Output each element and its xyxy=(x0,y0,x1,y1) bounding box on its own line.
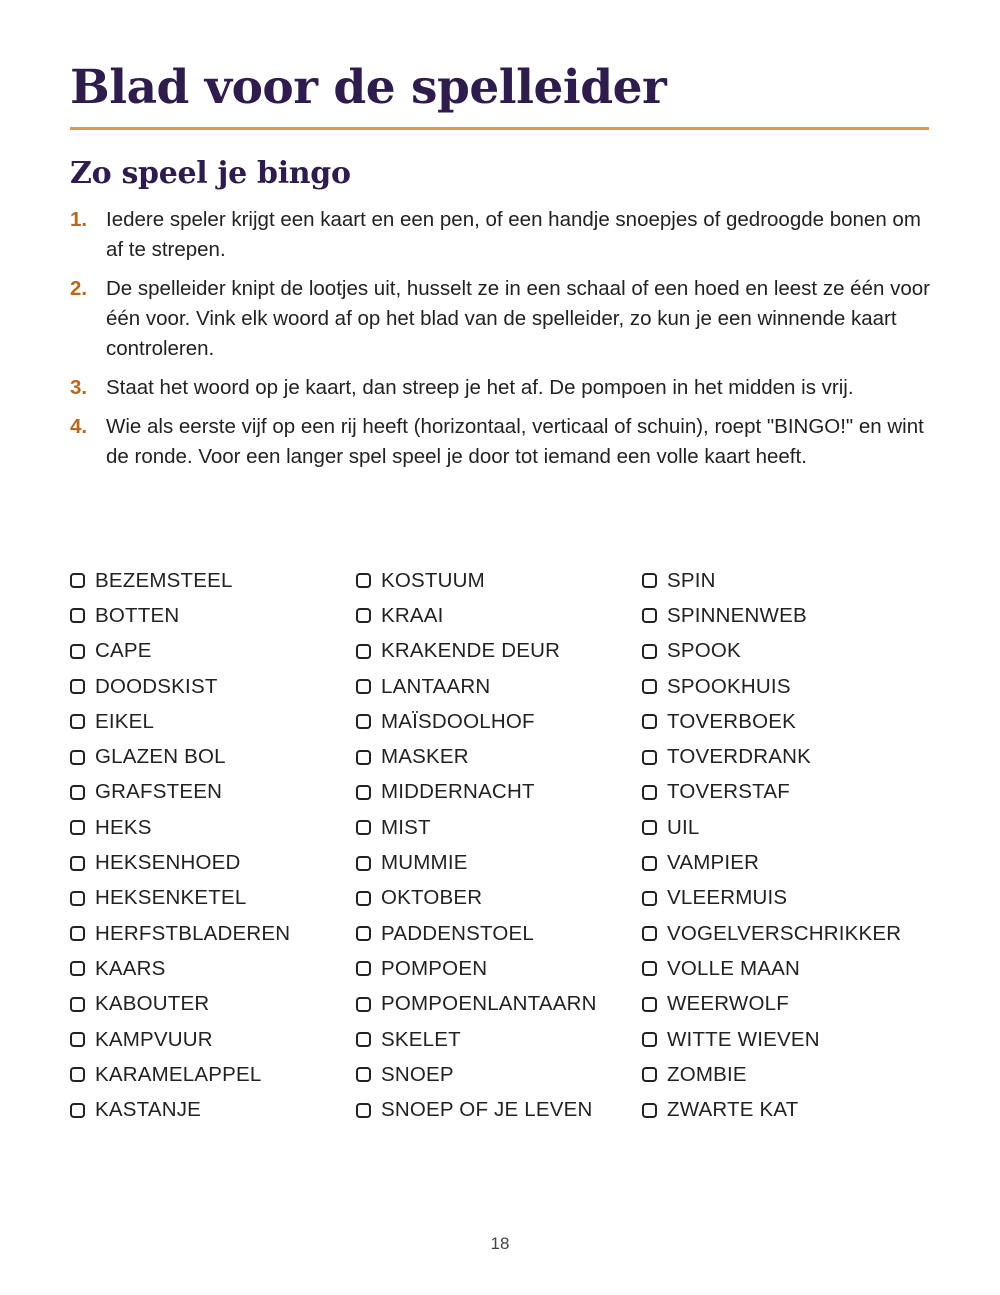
checkbox[interactable] xyxy=(642,926,657,941)
step-number: 1. xyxy=(70,208,88,231)
word-label: POMPOENLANTAARN xyxy=(381,992,597,1016)
word-label: GLAZEN BOL xyxy=(95,745,226,769)
word-item[interactable] xyxy=(642,916,901,951)
word-label: WITTE WIEVEN xyxy=(667,1027,820,1051)
checkbox[interactable] xyxy=(642,1067,657,1082)
word-item[interactable] xyxy=(70,1092,290,1127)
word-item[interactable] xyxy=(642,881,901,916)
word-item[interactable] xyxy=(356,987,597,1022)
word-item[interactable] xyxy=(70,916,290,951)
word-label: GRAFSTEEN xyxy=(95,780,223,804)
word-label: UIL xyxy=(667,815,700,839)
word-label: LANTAARN xyxy=(381,674,491,698)
word-label: MUMMIE xyxy=(381,851,468,875)
word-label: BEZEMSTEEL xyxy=(95,568,233,592)
word-label: VOLLE MAAN xyxy=(667,956,801,980)
word-column xyxy=(356,563,597,1128)
checkbox[interactable] xyxy=(70,608,85,623)
checkbox[interactable] xyxy=(642,961,657,976)
step-text: De spelleider knipt de lootjes uit, husselt ze in een schaal of een hoed en leest ze één voor één voor. Vink elk woord af op het blad van de spelleider, zo kun je een winnende kaart controleren. xyxy=(106,277,930,360)
checkbox[interactable] xyxy=(70,997,85,1012)
checkbox[interactable] xyxy=(356,644,371,659)
checkbox[interactable] xyxy=(356,961,371,976)
word-label: OKTOBER xyxy=(381,886,483,910)
word-label: SKELET xyxy=(381,1027,461,1051)
word-label: MASKER xyxy=(381,745,469,769)
instruction-step xyxy=(70,412,940,472)
step-text: Staat het woord op je kaart, dan streep je het af. De pompoen in het midden is vrij. xyxy=(106,376,854,399)
step-number: 3. xyxy=(70,376,88,399)
checkbox[interactable] xyxy=(356,1067,371,1082)
word-item[interactable] xyxy=(642,1022,901,1057)
word-label: ZWARTE KAT xyxy=(667,1098,799,1122)
checkbox[interactable] xyxy=(642,608,657,623)
checkbox[interactable] xyxy=(356,926,371,941)
word-label: EIKEL xyxy=(95,709,155,733)
word-label: MIST xyxy=(381,815,431,839)
word-item[interactable] xyxy=(642,1057,901,1092)
word-label: SPIN xyxy=(667,568,716,592)
word-label: ZOMBIE xyxy=(667,1062,747,1086)
word-item[interactable] xyxy=(70,598,290,633)
checkbox[interactable] xyxy=(70,1032,85,1047)
word-item[interactable] xyxy=(356,951,597,986)
checkbox[interactable] xyxy=(356,820,371,835)
word-label: PADDENSTOEL xyxy=(381,921,534,945)
checkbox[interactable] xyxy=(70,926,85,941)
page-number: 18 xyxy=(490,1234,510,1253)
word-item[interactable] xyxy=(70,704,290,739)
word-item[interactable] xyxy=(356,881,597,916)
word-label: POMPOEN xyxy=(381,956,488,980)
word-item[interactable] xyxy=(356,810,597,845)
word-item[interactable] xyxy=(70,1022,290,1057)
step-text: Iedere speler krijgt een kaart en een pen, of een handje snoepjes of gedroogde bonen om af te strepen. xyxy=(106,208,921,261)
word-item[interactable] xyxy=(642,951,901,986)
word-item[interactable] xyxy=(70,845,290,880)
word-label: CAPE xyxy=(95,639,152,663)
checkbox[interactable] xyxy=(356,573,371,588)
word-item[interactable] xyxy=(356,598,597,633)
word-item[interactable] xyxy=(70,951,290,986)
section-heading: Zo speel je bingo xyxy=(70,156,351,191)
checkbox[interactable] xyxy=(356,1032,371,1047)
word-item[interactable] xyxy=(356,669,597,704)
checkbox[interactable] xyxy=(642,679,657,694)
word-column xyxy=(642,563,901,1128)
word-label: WEERWOLF xyxy=(667,992,789,1016)
word-item[interactable] xyxy=(356,739,597,774)
word-item[interactable] xyxy=(642,810,901,845)
checkbox[interactable] xyxy=(70,961,85,976)
word-item[interactable] xyxy=(642,845,901,880)
word-label: KAMPVUUR xyxy=(95,1027,213,1051)
word-label: TOVERSTAF xyxy=(667,780,790,804)
checkbox[interactable] xyxy=(356,714,371,729)
word-item[interactable] xyxy=(642,987,901,1022)
word-label: KASTANJE xyxy=(95,1098,202,1122)
checkbox[interactable] xyxy=(70,750,85,765)
instruction-list xyxy=(70,205,940,481)
word-label: VOGELVERSCHRIKKER xyxy=(667,921,902,945)
word-item[interactable] xyxy=(356,1057,597,1092)
checkbox[interactable] xyxy=(642,820,657,835)
word-item[interactable] xyxy=(70,775,290,810)
checkbox[interactable] xyxy=(642,644,657,659)
word-checklist xyxy=(70,563,930,1123)
checkbox[interactable] xyxy=(356,750,371,765)
word-item[interactable] xyxy=(642,598,901,633)
checkbox[interactable] xyxy=(70,1067,85,1082)
checkbox[interactable] xyxy=(642,1032,657,1047)
checkbox[interactable] xyxy=(642,573,657,588)
checkbox[interactable] xyxy=(356,608,371,623)
title-divider xyxy=(70,127,929,130)
checkbox[interactable] xyxy=(356,856,371,871)
word-label: KRAKENDE DEUR xyxy=(381,639,561,663)
word-item[interactable] xyxy=(642,775,901,810)
word-item[interactable] xyxy=(356,916,597,951)
word-item[interactable] xyxy=(356,563,597,598)
word-item[interactable] xyxy=(70,810,290,845)
word-item[interactable] xyxy=(642,669,901,704)
checkbox[interactable] xyxy=(356,1103,371,1118)
checkbox[interactable] xyxy=(642,1103,657,1118)
word-column xyxy=(70,563,290,1128)
checkbox[interactable] xyxy=(642,856,657,871)
word-label: TOVERDRANK xyxy=(667,745,812,769)
instruction-step xyxy=(70,274,940,364)
step-text: Wie als eerste vijf op een rij heeft (horizontaal, verticaal of schuin), roept "BINGO!" en wint de ronde. Voor een langer spel speel je door tot iemand een volle kaart heeft. xyxy=(106,415,924,468)
instruction-step xyxy=(70,205,940,265)
word-item[interactable] xyxy=(356,1092,597,1127)
word-label: BOTTEN xyxy=(95,603,180,627)
word-item[interactable] xyxy=(356,1022,597,1057)
word-item[interactable] xyxy=(70,987,290,1022)
word-label: HEKSENHOED xyxy=(95,851,241,875)
checkbox[interactable] xyxy=(70,820,85,835)
word-label: TOVERBOEK xyxy=(667,709,797,733)
checkbox[interactable] xyxy=(356,679,371,694)
word-label: SPOOKHUIS xyxy=(667,674,791,698)
word-item[interactable] xyxy=(70,881,290,916)
word-label: KAARS xyxy=(95,956,166,980)
word-label: KARAMELAPPEL xyxy=(95,1062,262,1086)
word-label: KABOUTER xyxy=(95,992,210,1016)
word-label: SNOEP OF JE LEVEN xyxy=(381,1098,593,1122)
word-item[interactable] xyxy=(356,634,597,669)
word-item[interactable] xyxy=(642,634,901,669)
checkbox[interactable] xyxy=(70,644,85,659)
checkbox[interactable] xyxy=(642,714,657,729)
step-number: 2. xyxy=(70,277,88,300)
word-item[interactable] xyxy=(642,704,901,739)
page-title: Blad voor de spelleider xyxy=(70,60,667,115)
checkbox[interactable] xyxy=(70,785,85,800)
checkbox[interactable] xyxy=(356,891,371,906)
instruction-step xyxy=(70,373,940,403)
word-item[interactable] xyxy=(356,775,597,810)
word-item[interactable] xyxy=(70,634,290,669)
checkbox[interactable] xyxy=(356,997,371,1012)
word-label: HEKSENKETEL xyxy=(95,886,247,910)
word-label: HEKS xyxy=(95,815,152,839)
checkbox[interactable] xyxy=(356,785,371,800)
word-item[interactable] xyxy=(642,739,901,774)
word-item[interactable] xyxy=(356,845,597,880)
word-item[interactable] xyxy=(642,563,901,598)
word-label: KOSTUUM xyxy=(381,568,485,592)
word-item[interactable] xyxy=(356,704,597,739)
word-label: VLEERMUIS xyxy=(667,886,788,910)
word-item[interactable] xyxy=(642,1092,901,1127)
word-label: VAMPIER xyxy=(667,851,760,875)
checkbox[interactable] xyxy=(642,997,657,1012)
word-item[interactable] xyxy=(70,1057,290,1092)
checkbox[interactable] xyxy=(70,1103,85,1118)
checkbox[interactable] xyxy=(70,891,85,906)
word-item[interactable] xyxy=(70,669,290,704)
word-label: SPINNENWEB xyxy=(667,603,807,627)
checkbox[interactable] xyxy=(642,891,657,906)
word-label: KRAAI xyxy=(381,603,444,627)
step-number: 4. xyxy=(70,415,88,438)
checkbox[interactable] xyxy=(70,856,85,871)
word-label: HERFSTBLADEREN xyxy=(95,921,291,945)
word-item[interactable] xyxy=(70,739,290,774)
checkbox[interactable] xyxy=(70,573,85,588)
word-item[interactable] xyxy=(70,563,290,598)
checkbox[interactable] xyxy=(70,714,85,729)
word-label: MAÏSDOOLHOF xyxy=(381,709,535,733)
word-label: SPOOK xyxy=(667,639,741,663)
checkbox[interactable] xyxy=(642,750,657,765)
word-label: SNOEP xyxy=(381,1062,454,1086)
checkbox[interactable] xyxy=(70,679,85,694)
word-label: DOODSKIST xyxy=(95,674,218,698)
checkbox[interactable] xyxy=(642,785,657,800)
word-label: MIDDERNACHT xyxy=(381,780,535,804)
